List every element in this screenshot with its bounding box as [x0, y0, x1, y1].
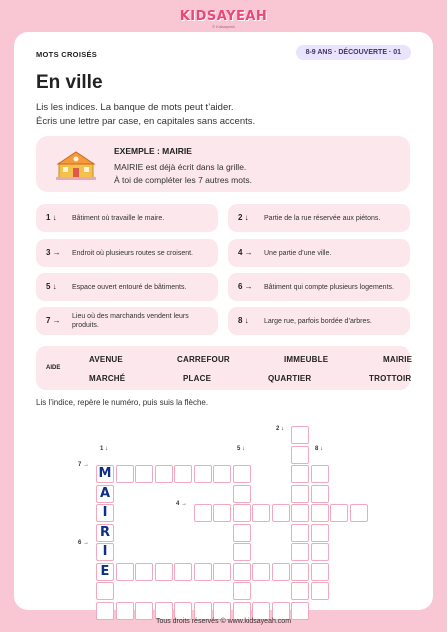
clue-number: 2 ↓ [238, 213, 249, 222]
grid-cell[interactable] [291, 446, 309, 464]
grid-cell[interactable] [233, 504, 251, 522]
grid-cell[interactable] [311, 582, 329, 600]
grid-cell[interactable] [174, 563, 192, 581]
grid-number-8: 8 ↓ [315, 446, 324, 452]
clue-text: Espace ouvert entouré de bâtiments. [72, 283, 187, 291]
clue-text: Partie de la rue réservée aux piétons. [264, 214, 381, 222]
grid-cell[interactable] [213, 602, 231, 620]
grid-cell[interactable] [252, 563, 270, 581]
grid-cell[interactable] [116, 465, 134, 483]
grid-cell[interactable] [174, 602, 192, 620]
grid-cell[interactable] [194, 465, 212, 483]
grid-cell[interactable] [213, 504, 231, 522]
grid-cell[interactable] [213, 465, 231, 483]
grid-instruction: Lis l’indice, repère le numéro, puis suis la flèche. [36, 398, 209, 407]
clue-text: Endroit où plusieurs routes se croisent. [72, 249, 194, 257]
clue-number: 5 ↓ [46, 282, 57, 291]
grid-cell[interactable]: E [96, 563, 114, 581]
grid-cell[interactable] [291, 602, 309, 620]
grid-cell[interactable] [233, 602, 251, 620]
grid-number-1: 1 ↓ [100, 446, 109, 452]
grid-number-5: 5 ↓ [237, 446, 246, 452]
grid-cell[interactable] [311, 524, 329, 542]
clue-number: 4 → [238, 248, 253, 257]
grid-number-4: 4 → [176, 501, 188, 507]
word-bank-word: AVENUE [89, 355, 123, 364]
grid-cell[interactable] [252, 504, 270, 522]
grid-cell[interactable] [135, 563, 153, 581]
grid-cell[interactable] [233, 543, 251, 561]
clue-text: Bâtiment qui compte plusieurs logements. [264, 283, 394, 291]
word-bank-word: IMMEUBLE [284, 355, 329, 364]
grid-cell[interactable]: I [96, 543, 114, 561]
grid-cell[interactable] [194, 504, 212, 522]
grid-cell[interactable] [233, 465, 251, 483]
grid-cell[interactable]: A [96, 485, 114, 503]
grid-cell[interactable] [96, 582, 114, 600]
example-line-2: À toi de compléter les 7 autres mots. [114, 175, 252, 185]
brand-logo [0, 7, 447, 29]
grid-cell[interactable] [233, 485, 251, 503]
word-bank-word: CARREFOUR [177, 355, 230, 364]
category-label: MOTS CROISÉS [36, 50, 98, 59]
clue-number: 6 → [238, 282, 253, 291]
page-title: En ville [36, 72, 103, 93]
word-bank-word: QUARTIER [268, 374, 312, 383]
clue-number: 7 → [46, 316, 61, 325]
crossword-grid [14, 32, 433, 610]
grid-cell[interactable] [272, 504, 290, 522]
grid-cell[interactable] [291, 563, 309, 581]
grid-cell[interactable] [194, 563, 212, 581]
grid-cell[interactable] [213, 563, 231, 581]
grid-cell[interactable] [174, 465, 192, 483]
grid-cell[interactable] [311, 485, 329, 503]
word-bank-word: PLACE [183, 374, 212, 383]
example-line-1: MAIRIE est déjà écrit dans la grille. [114, 162, 247, 172]
grid-cell[interactable] [291, 465, 309, 483]
clue-number: 1 ↓ [46, 213, 57, 222]
grid-number-6: 6 → [78, 540, 90, 546]
grid-cell[interactable] [350, 504, 368, 522]
grid-cell[interactable] [155, 465, 173, 483]
grid-cell[interactable] [330, 504, 348, 522]
grid-cell[interactable] [291, 426, 309, 444]
intro-line-2: Écris une lettre par case, en capitales sans accents. [36, 115, 256, 127]
word-bank-word: TROTTOIR [369, 374, 412, 383]
logo-text: KIDSAYEAH [179, 9, 268, 24]
clue-text: Bâtiment où travaille le maire. [72, 214, 165, 222]
grid-cell[interactable] [291, 582, 309, 600]
grid-cell[interactable] [135, 602, 153, 620]
grid-cell[interactable] [233, 582, 251, 600]
word-bank-word: MARCHÉ [89, 374, 126, 383]
level-badge: 8-9 ANS · DÉCOUVERTE · 01 [296, 45, 411, 60]
logo-tagline: © Kidsayeah [212, 24, 235, 29]
grid-cell[interactable] [155, 563, 173, 581]
intro-line-1: Lis les indices. La banque de mots peut t’aider. [36, 102, 234, 113]
clue-text: Large rue, parfois bordée d’arbres. [264, 317, 372, 325]
word-bank-label: AIDE [46, 365, 61, 371]
grid-cell[interactable] [291, 504, 309, 522]
grid-cell[interactable] [291, 524, 309, 542]
grid-cell[interactable] [252, 602, 270, 620]
grid-cell[interactable] [311, 504, 329, 522]
grid-cell[interactable] [155, 602, 173, 620]
grid-cell[interactable] [96, 602, 114, 620]
footer-copyright: Tous droits réservés © www.kidsayeah.com [155, 618, 292, 625]
grid-cell[interactable] [291, 485, 309, 503]
grid-cell[interactable] [116, 563, 134, 581]
grid-cell[interactable] [272, 563, 290, 581]
clue-text: Lieu où des marchands vendent leurs produits. [72, 313, 189, 329]
grid-cell[interactable]: I [96, 504, 114, 522]
grid-cell[interactable]: R [96, 524, 114, 542]
clue-text: Une partie d’une ville. [264, 249, 332, 257]
grid-cell[interactable] [135, 465, 153, 483]
grid-cell[interactable] [233, 524, 251, 542]
worksheet-card [14, 32, 433, 610]
grid-number-7: 7 → [78, 462, 90, 468]
grid-cell[interactable] [291, 543, 309, 561]
grid-cell[interactable] [311, 465, 329, 483]
clue-number: 8 ↓ [238, 316, 249, 325]
grid-cell[interactable] [272, 602, 290, 620]
grid-cell[interactable] [233, 563, 251, 581]
grid-cell[interactable] [194, 602, 212, 620]
grid-cell[interactable] [311, 543, 329, 561]
word-bank-word: MAIRIE [383, 355, 413, 364]
grid-cell[interactable] [311, 563, 329, 581]
grid-cell[interactable] [116, 602, 134, 620]
grid-cell[interactable]: M [96, 465, 114, 483]
grid-number-2: 2 ↓ [276, 426, 285, 432]
clue-number: 3 → [46, 248, 61, 257]
example-heading: EXEMPLE : MAIRIE [114, 146, 192, 156]
